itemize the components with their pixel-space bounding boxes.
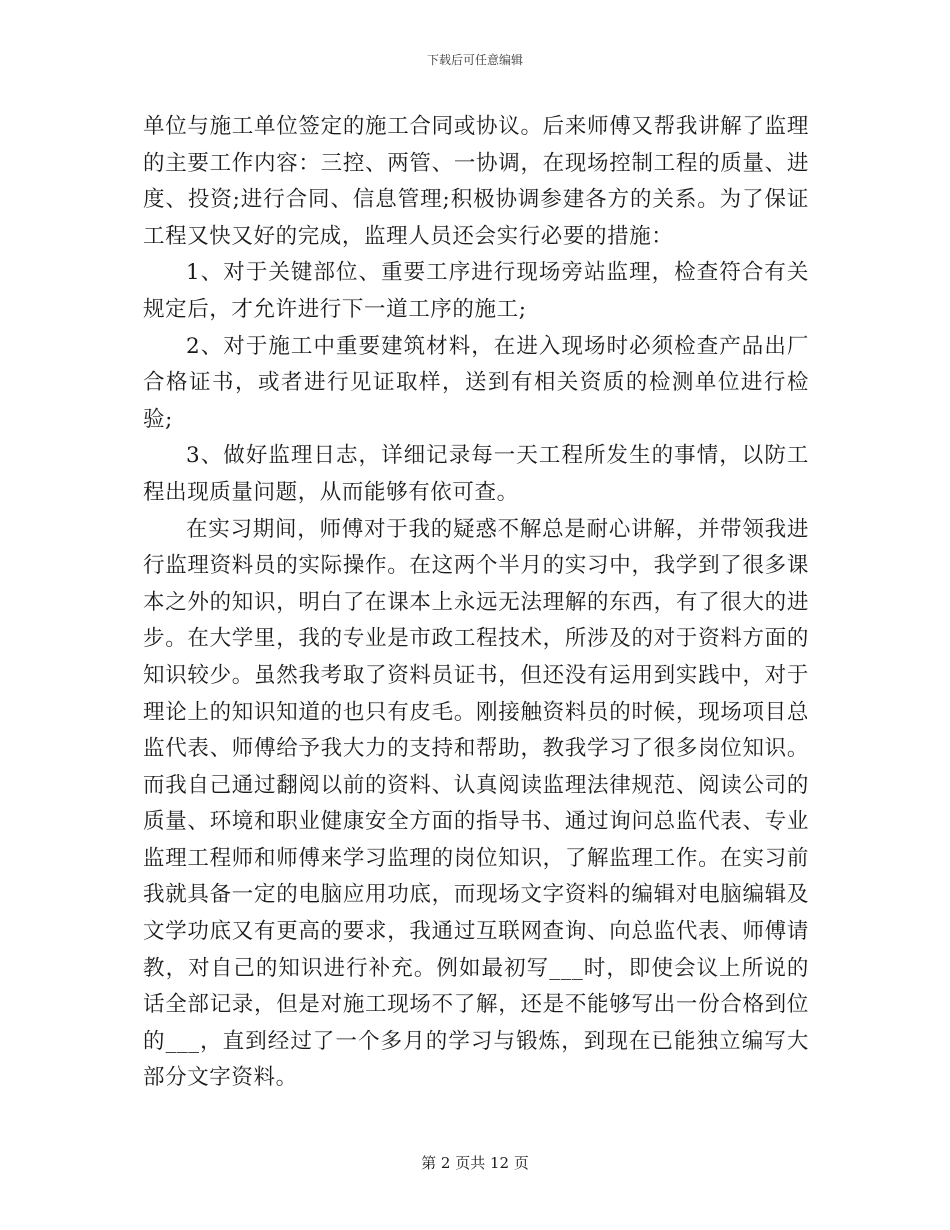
paragraph-measure-3: 3、做好监理日志，详细记录每一天工程所发生的事情，以防工程出现质量问题，从而能够有依可查。 [143,443,809,505]
paragraph-measure-2: 2、对于施工中重要建筑材料，在进入现场时必须检查产品出厂合格证书，或者进行见证取样，送到有相关资质的检测单位进行检验; [143,333,809,432]
paragraph-internship-experience: 在实习期间，师傅对于我的疑惑不解总是耐心讲解，并带领我进行监理资料员的实际操作。在这两个半月的实习中，我学到了很多课本之外的知识，明白了在课本上永远无法理解的东西，有了很大的进步。在大学里，我的专业是市政工程技术，所涉及的对于资料方面的知识较少。虽然我考取了资料员证书，但还没有运用到实践中，对于理论上的知识知道的也只有皮毛。刚接触资料员的时候，现场项目总监代表、师傅给予我大力的支持和帮助，教我学习了很多岗位知识。而我自己通过翻阅以前的资料、认真阅读监理法律规范、阅读公司的质量、环境和职业健康安全方面的指导书、通过询问总监代表、专业监理工程师和师傅来学习监理的岗位知识，了解监理工作。在实习前我就具备一定的电脑应用功底，而现场文字资料的编辑对电脑编辑及文学功底又有更高的要求，我通过互联网查询、向总监代表、师傅请教，对自己的知识进行补充。例如最初写___时，即使会议上所说的话全部记录，但是对施工现场不了解，还是不能够写出一份合格到位的___，直到经过了一个多月的学习与锻炼，到现在已能独立编写大部分文字资料。 [143,516,809,1091]
document-body [143,109,809,1097]
paragraph-measure-1: 1、对于关键部位、重要工序进行现场旁站监理，检查符合有关规定后，才允许进行下一道工序的施工; [143,260,809,322]
page-number-footer: 第 2 页共 12 页 [421,1154,529,1172]
page-header: 下载后可任意编辑 [426,53,523,67]
paragraph-contract-and-duties: 单位与施工单位签定的施工合同或协议。后来师傅又帮我讲解了监理的主要工作内容：三控、两管、一协调，在现场控制工程的质量、进度、投资;进行合同、信息管理;积极协调参建各方的关系。为了保证工程又快又好的完成，监理人员还会实行必要的措施： [143,114,809,249]
